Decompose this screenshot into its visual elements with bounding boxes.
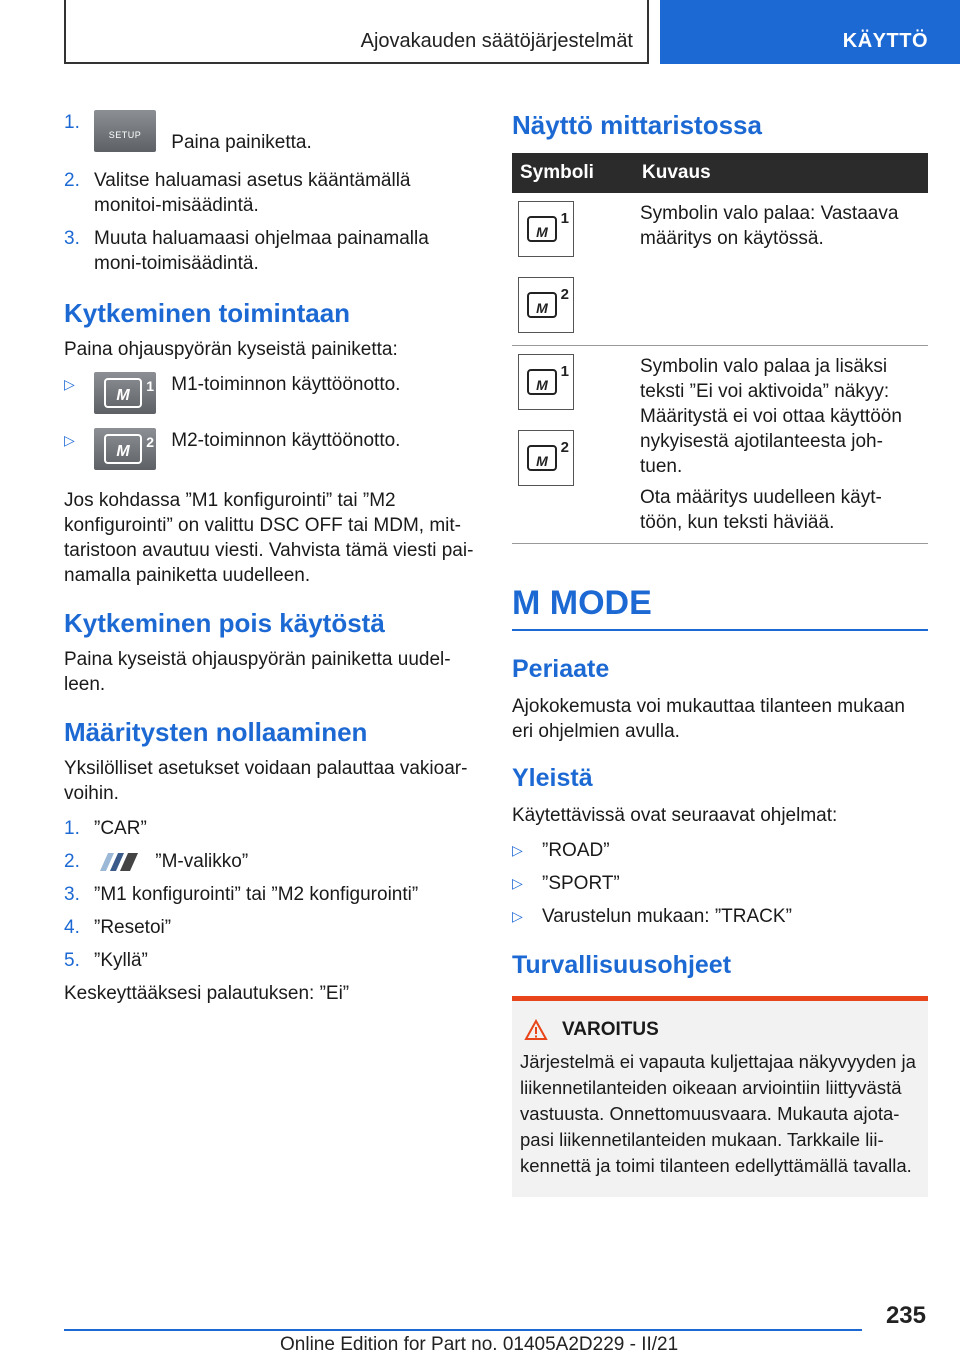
page-number: 235 [885, 1302, 926, 1329]
list-item: 4. ”Resetoi” [64, 917, 172, 938]
warning-triangle-icon [524, 1019, 548, 1041]
deactivate-body: Paina kyseistä ohjauspyörän painiketta uudel-leen. [64, 649, 451, 695]
table-row [512, 346, 928, 544]
triangle-bullet-icon: ▷ [64, 376, 75, 392]
table-header-symbol: Symboli [512, 153, 634, 193]
table-row [512, 193, 928, 346]
deactivate-heading: Kytkeminen pois käytöstä [64, 608, 385, 638]
list-item: ▷ M 2 M2-toiminnon käyttöönotto. [64, 428, 476, 480]
general-heading: Yleistä [512, 764, 593, 792]
m2-button-icon: M 2 [94, 428, 156, 470]
principle-heading: Periaate [512, 655, 610, 683]
left-column [64, 110, 476, 1016]
right-column [512, 110, 928, 1197]
triangle-bullet-icon: ▷ [512, 875, 523, 891]
header-section-title: Ajovakauden säätöjärjestelmät [360, 30, 633, 52]
m2-indicator-icon: M 2 [518, 430, 574, 486]
list-item: 1. ”CAR” [64, 818, 147, 839]
m1-indicator-icon: M 1 [518, 354, 574, 410]
m1-indicator-icon: M 1 [518, 201, 574, 257]
triangle-bullet-icon: ▷ [64, 432, 75, 448]
list-item: ▷ ”ROAD” [512, 840, 610, 861]
list-item: ▷ M 1 M1-toiminnon käyttöönotto. [64, 372, 476, 420]
reset-steps [64, 816, 476, 973]
reset-heading: Määritysten nollaaminen [64, 717, 368, 747]
list-item: 3. ”M1 konfigurointi” tai ”M2 konfigurointi” [64, 884, 419, 905]
general-lead: Käytettävissä ovat seuraavat ohjelmat: [512, 805, 838, 826]
program-list [512, 838, 928, 929]
row2-description: Symbolin valo palaa ja lisäksi teksti ”Ei voi aktivoida” näkyy: Määritystä ei voi ottaa käyttöön nykyisestä ajotilanteesta joh-tuen. [640, 356, 902, 477]
symbol-table [512, 153, 928, 544]
footer-edition: Online Edition for Part no. 01405A2D229 - II/21 [280, 1334, 679, 1355]
activate-list [64, 372, 476, 480]
list-item: 2. ”M-valikko” [64, 851, 249, 872]
warning-label: VAROITUS [562, 1019, 659, 1040]
setup-button-icon: SETUP [94, 110, 156, 152]
warning-text: Järjestelmä ei vapauta kuljettajaa näkyvyyden ja liikennetilanteiden oikeaan arviointiin liittyvästä vastuusta. Onnettomuusvaara. Mukauta ajota-pasi liikennetilanteiden mukaan. Tarkkaile lii-kennettä ja toimi tilanteen edellyttämällä tavalla. [520, 1051, 916, 1176]
m-stripes-icon [94, 853, 140, 871]
reset-body: Yksilölliset asetukset voidaan palauttaa vakioar-voihin. [64, 758, 468, 804]
list-item: ▷ ”SPORT” [512, 873, 620, 894]
header-chapter-label: KÄYTTÖ [842, 30, 928, 52]
reset-cancel: Keskeyttääksesi palautuksen: ”Ei” [64, 983, 350, 1004]
header-chapter-tab[interactable] [660, 0, 960, 64]
header-section-box [64, 0, 649, 64]
list-item: 2. Valitse haluamasi asetus kääntämällä monitoi-misäädintä. [64, 170, 411, 216]
mmode-heading: M MODE [512, 584, 928, 631]
m1-button-icon: M 1 [94, 372, 156, 414]
footer-divider [64, 1329, 862, 1331]
triangle-bullet-icon: ▷ [512, 842, 523, 858]
table-header-description: Kuvaus [634, 153, 928, 193]
m2-indicator-icon: M 2 [518, 277, 574, 333]
warning-box [512, 996, 928, 1197]
activate-lead: Paina ohjauspyörän kyseistä painiketta: [64, 339, 398, 360]
display-heading: Näyttö mittaristossa [512, 110, 762, 140]
list-item: 1. SETUP Paina painiketta. [64, 112, 312, 153]
intro-steps [64, 110, 476, 276]
triangle-bullet-icon: ▷ [512, 908, 523, 924]
row2-note: Ota määritys uudelleen käyt-töön, kun teksti häviää. [640, 487, 882, 533]
safety-heading: Turvallisuusohjeet [512, 951, 732, 979]
list-item: 5. ”Kyllä” [64, 950, 148, 971]
activate-body: Jos kohdassa ”M1 konfigurointi” tai ”M2 konfigurointi” on valittu DSC OFF tai MDM, mit-taristoon avautuu viesti. Vahvista tämä viesti pai-namalla painiketta uudelleen. [64, 490, 474, 586]
principle-body: Ajokokemusta voi mukauttaa tilanteen mukaan eri ohjelmien avulla. [512, 696, 905, 742]
activate-heading: Kytkeminen toimintaan [64, 298, 351, 328]
row1-description: Symbolin valo palaa: Vastaava määritys on käytössä. [634, 193, 928, 346]
list-item: ▷ Varustelun mukaan: ”TRACK” [512, 906, 792, 927]
list-item: 3. Muuta haluamaasi ohjelmaa painamalla moni-toimisäädintä. [64, 228, 429, 274]
